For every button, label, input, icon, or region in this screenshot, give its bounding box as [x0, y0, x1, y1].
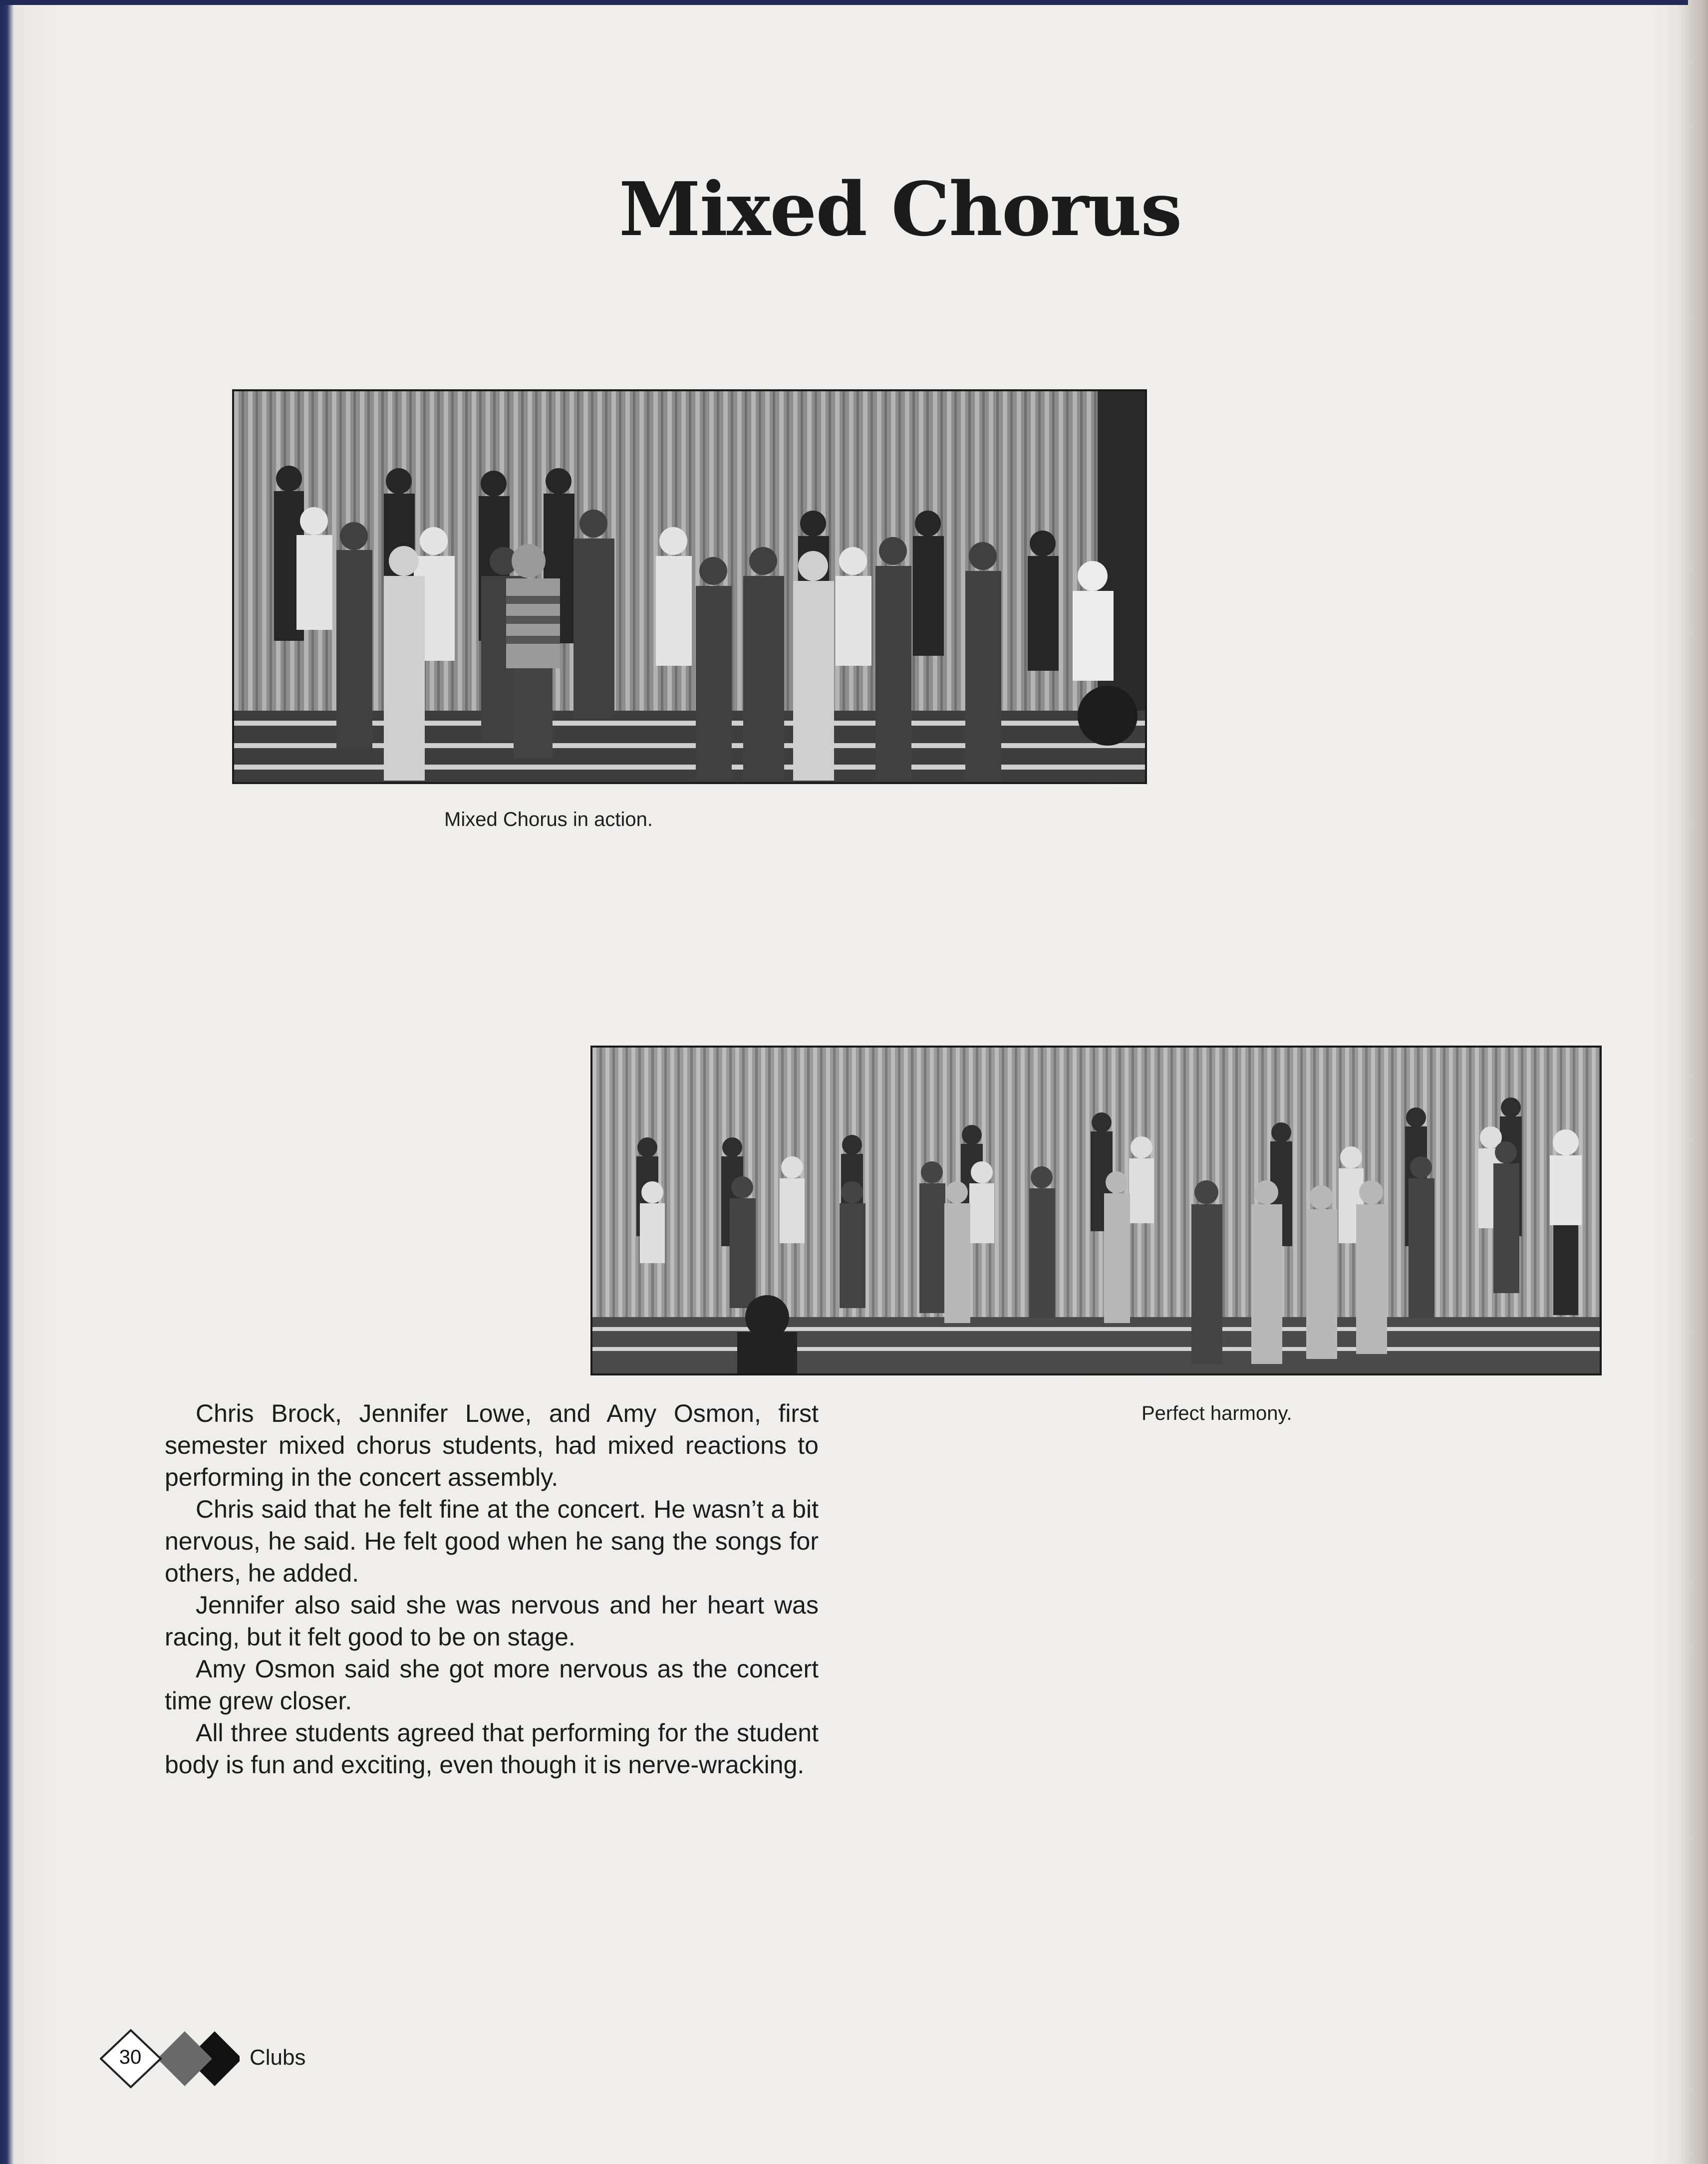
binding-edge-top	[0, 0, 1708, 5]
photo-2-caption: Perfect harmony.	[1141, 1402, 1292, 1424]
article-paragraph: Chris said that he felt fine at the concert. He wasn’t a bit nervous, he said. He felt good when he sang the songs for others, he added.	[165, 1495, 819, 1587]
chorus-photo-2-image	[592, 1048, 1600, 1373]
chorus-photo-2	[590, 1046, 1602, 1375]
page-number: 30	[119, 2046, 142, 2068]
article-paragraph: Amy Osmon said she got more nervous as the concert time grew closer.	[165, 1655, 819, 1715]
chorus-photo-1	[232, 389, 1147, 784]
article-paragraph: Jennifer also said she was nervous and her heart was racing, but it felt good to be on stage.	[165, 1591, 819, 1651]
article-body	[165, 1397, 819, 1781]
section-label: Clubs	[250, 2045, 306, 2070]
article-paragraph: All three students agreed that performing for the student body is fun and exciting, even though it is nerve-wracking.	[165, 1719, 819, 1779]
article-paragraph: Chris Brock, Jennifer Lowe, and Amy Osmon, first semester mixed chorus students, had mixed reactions to performing in the concert assembly.	[165, 1399, 819, 1491]
page-title: Mixed Chorus	[619, 166, 1181, 253]
photo-1-caption: Mixed Chorus in action.	[444, 809, 653, 830]
page-edge-right	[1688, 0, 1708, 2164]
chorus-photo-1-image	[234, 391, 1145, 782]
